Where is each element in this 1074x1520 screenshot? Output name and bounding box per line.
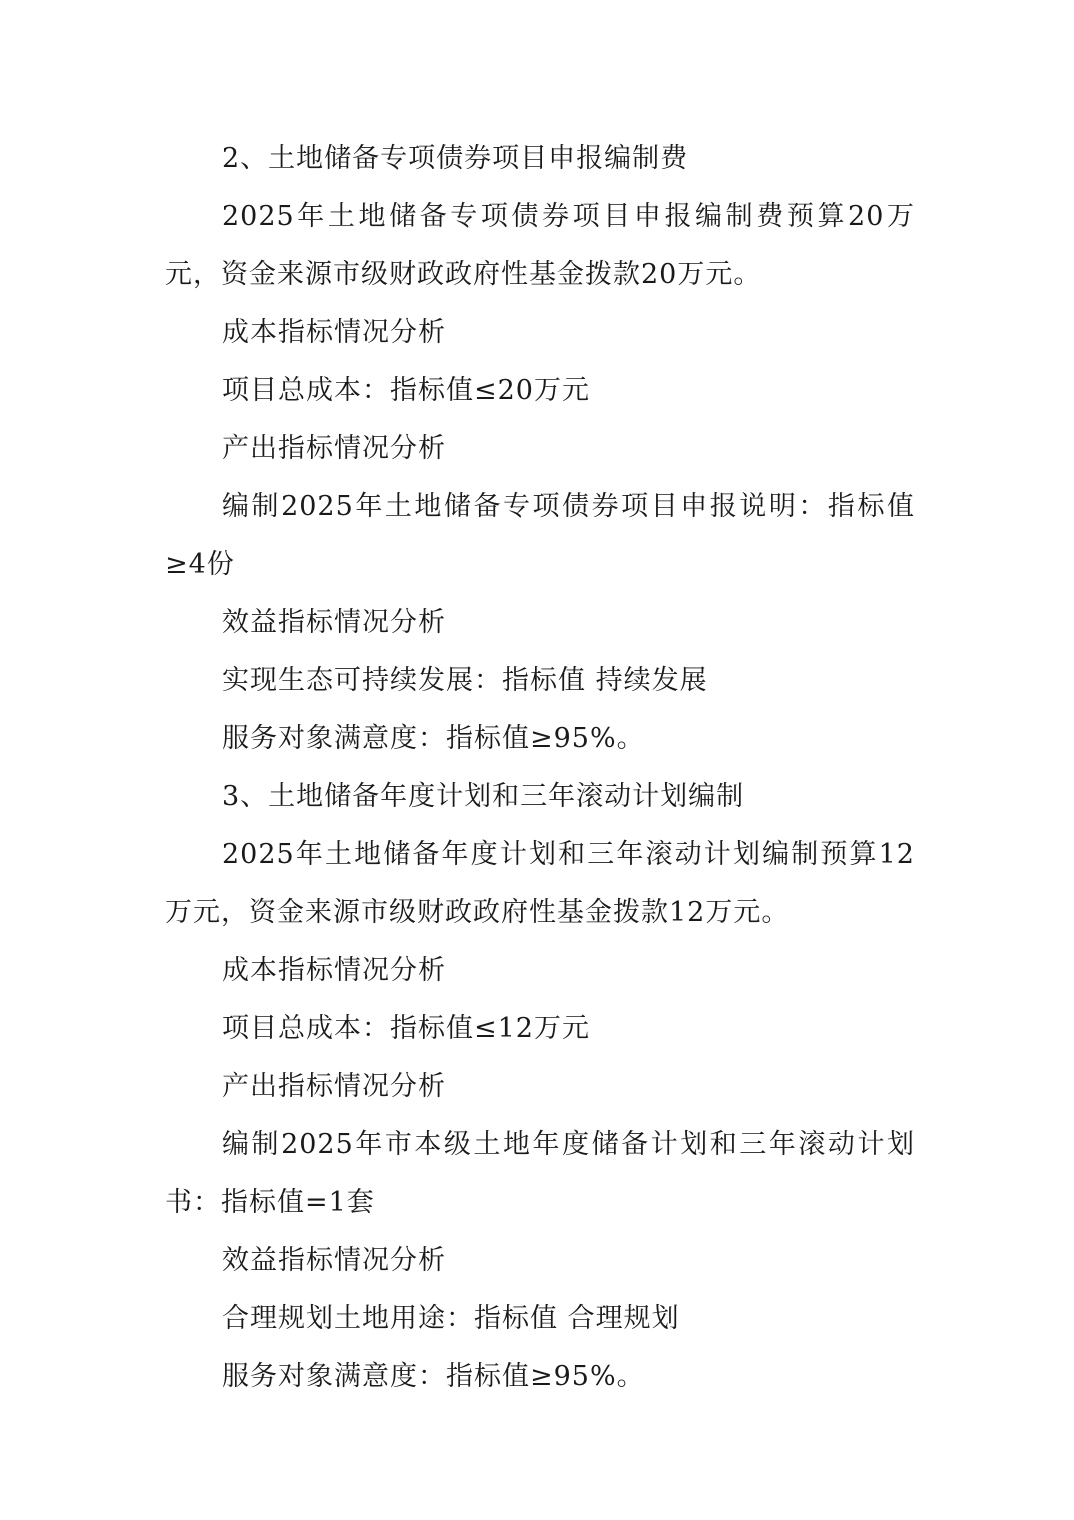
cost-indicator-value: 项目总成本：指标值≤20万元 bbox=[222, 375, 590, 406]
document-body bbox=[165, 130, 915, 1406]
benefit-indicator-heading: 效益指标情况分析 bbox=[222, 607, 446, 638]
benefit-indicator-value: 合理规划土地用途：指标值 合理规划 bbox=[222, 1303, 680, 1334]
satisfaction-indicator-value: 服务对象满意度：指标值≥95%。 bbox=[222, 723, 645, 754]
budget-paragraph-2: 2025年土地储备专项债券项目申报编制费预算20万元，资金来源市级财政政府性基金拨款20万元。 bbox=[165, 201, 915, 290]
cost-indicator-heading: 成本指标情况分析 bbox=[222, 317, 446, 348]
benefit-indicator-value: 实现生态可持续发展：指标值 持续发展 bbox=[222, 665, 708, 696]
section-heading-2: 2、土地储备专项债券项目申报编制费 bbox=[222, 143, 689, 174]
section-heading-3: 3、土地储备年度计划和三年滚动计划编制 bbox=[222, 781, 745, 812]
budget-paragraph-3: 2025年土地储备年度计划和三年滚动计划编制预算12万元，资金来源市级财政政府性基金拨款12万元。 bbox=[165, 839, 915, 928]
benefit-indicator-heading: 效益指标情况分析 bbox=[222, 1245, 446, 1276]
output-indicator-heading: 产出指标情况分析 bbox=[222, 1071, 446, 1102]
cost-indicator-heading: 成本指标情况分析 bbox=[222, 955, 446, 986]
output-indicator-value: 编制2025年市本级土地年度储备计划和三年滚动计划书：指标值=1套 bbox=[165, 1129, 915, 1218]
output-indicator-heading: 产出指标情况分析 bbox=[222, 433, 446, 464]
cost-indicator-value: 项目总成本：指标值≤12万元 bbox=[222, 1013, 590, 1044]
output-indicator-value: 编制2025年土地储备专项债券项目申报说明：指标值≥4份 bbox=[165, 491, 915, 580]
satisfaction-indicator-value: 服务对象满意度：指标值≥95%。 bbox=[222, 1361, 645, 1392]
